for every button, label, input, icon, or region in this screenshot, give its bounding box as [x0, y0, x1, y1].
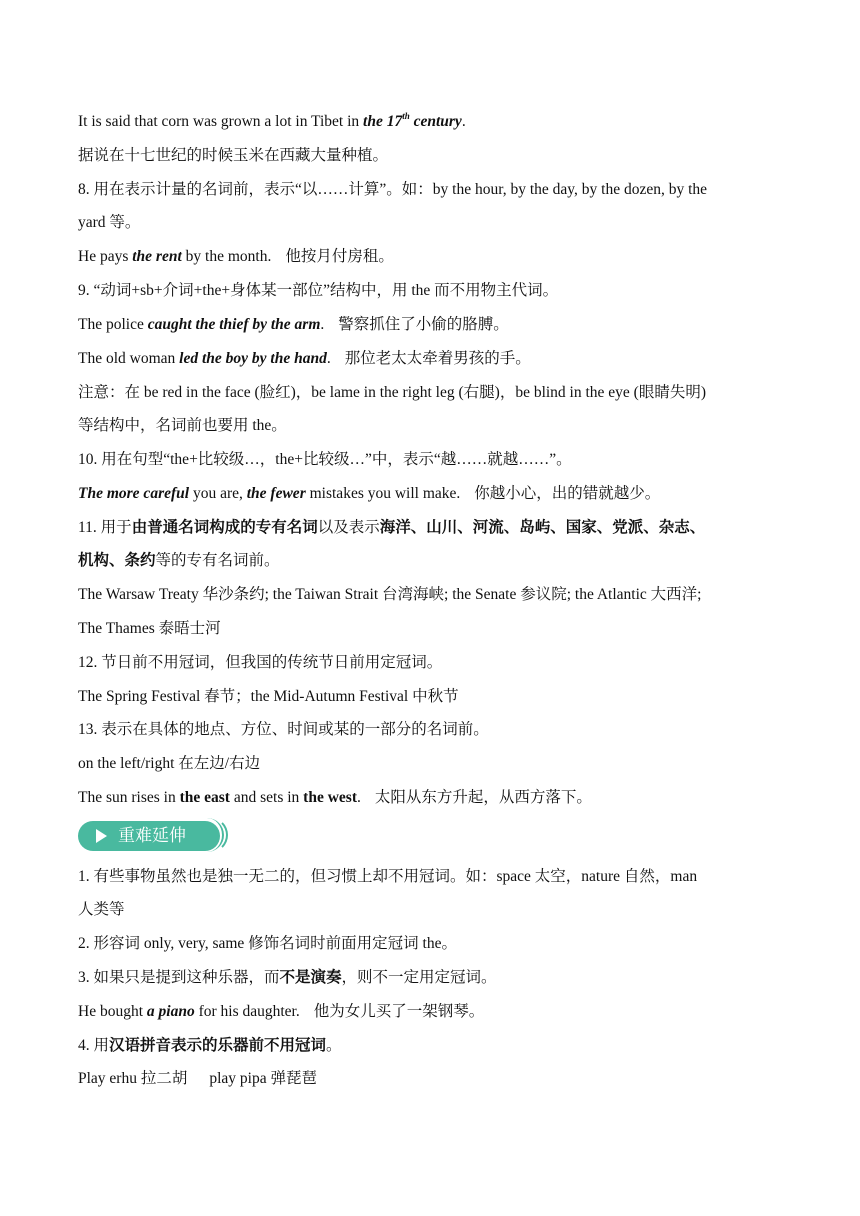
- phrase-text: play pipa 弹琵琶: [209, 1070, 317, 1087]
- emphasis-text: caught the thief by the arm: [147, 316, 321, 333]
- sentence-text: The old woman: [78, 350, 180, 367]
- sentence-text: He bought: [78, 1003, 147, 1020]
- example-phrase: on the left/right 在左边/右边: [78, 755, 261, 772]
- rule-item-8: 8. 用在表示计量的名词前，表示“以……计算”。如：by the hour, by the day, by the dozen, by the: [78, 181, 708, 198]
- emphasis-text: the 17: [363, 113, 403, 130]
- rule-item-11: [78, 517, 790, 539]
- sentence-text: mistakes you will make.: [305, 485, 461, 502]
- rule-text: 4. 用: [78, 1037, 110, 1054]
- bold-text: 由普通名词构成的专有名词: [131, 519, 318, 536]
- bold-text: 汉语拼音表示的乐器前不用冠词: [109, 1037, 327, 1054]
- translation: 他按月付房租。: [285, 248, 394, 265]
- example-sentence: [78, 483, 790, 505]
- section-banner: [78, 817, 230, 855]
- emphasis-text: led the boy by the hand: [179, 350, 327, 367]
- rule-text: 11. 用于: [78, 519, 132, 536]
- banner-title: 重难延伸: [118, 826, 186, 846]
- sentence-text: .: [356, 789, 361, 806]
- rule-text: 3. 如果只是提到这种乐器，而: [78, 969, 280, 986]
- extension-item-1-cont: 人类等: [78, 901, 125, 918]
- sentence-text: The sun rises in: [78, 789, 180, 806]
- emphasis-text: The more careful: [78, 485, 190, 502]
- extension-item-1: 1. 有些事物虽然也是独一无二的，但习惯上却不用冠词。如：space 太空，nature 自然，man: [78, 868, 698, 885]
- rule-text: 。: [326, 1037, 342, 1054]
- note: 注意：在 be red in the face (脸红)，be lame in the right leg (右腿)，be blind in the eye (眼睛失明): [78, 384, 707, 401]
- translation: 据说在十七世纪的时候玉米在西藏大量种植。: [78, 147, 389, 164]
- translation: 他为女儿买了一架钢琴。: [313, 1003, 485, 1020]
- emphasis-text: century: [409, 113, 462, 130]
- example-list: The Warsaw Treaty 华沙条约; the Taiwan Strait 台湾海峡; the Senate 参议院; the Atlantic 大西洋;: [78, 586, 702, 603]
- extension-item-4: [78, 1035, 790, 1057]
- sentence-text: .: [320, 316, 325, 333]
- rule-item-13: 13. 表示在具体的地点、方位、时间或某的一部分的名词前。: [78, 721, 489, 738]
- sentence-text: He pays: [78, 248, 133, 265]
- translation: 太阳从东方升起，从西方落下。: [374, 789, 592, 806]
- example-sentence: [78, 246, 790, 268]
- sentence-text: and sets in: [229, 789, 304, 806]
- superscript: th: [402, 110, 410, 121]
- phrase-text: Play erhu 拉二胡: [78, 1070, 188, 1087]
- translation: 你越小心，出的错就越少。: [474, 485, 661, 502]
- rule-text: ，则不一定用定冠词。: [341, 969, 497, 986]
- note-cont: 等结构中，名词前也要用 the。: [78, 417, 287, 434]
- extension-item-3: [78, 967, 790, 989]
- sentence-text: you are,: [189, 485, 247, 502]
- bold-text: 机构、条约: [78, 552, 156, 569]
- example-sentence: [78, 314, 790, 336]
- rule-item-9: 9. “动词+sb+介词+the+身体某一部位”结构中，用 the 而不用物主代词。: [78, 282, 559, 299]
- example-sentence: [78, 787, 790, 809]
- bold-text: the east: [179, 789, 230, 806]
- extension-item-2: 2. 形容词 only, very, same 修饰名词时前面用定冠词 the。: [78, 935, 457, 952]
- translation: 警察抓住了小偷的胳膊。: [338, 316, 509, 333]
- play-triangle-icon: [96, 829, 107, 843]
- example-sentence: [78, 111, 790, 133]
- rule-item-12: 12. 节日前不用冠词，但我国的传统节日前用定冠词。: [78, 654, 443, 671]
- sentence-text: .: [326, 350, 331, 367]
- example-list-cont: The Thames 泰晤士河: [78, 620, 221, 637]
- emphasis-text: the fewer: [246, 485, 306, 502]
- example-sentence: [78, 348, 790, 370]
- bold-text: 不是演奏: [279, 969, 342, 986]
- emphasis-text: the rent: [132, 248, 182, 265]
- emphasis-text: a piano: [146, 1003, 195, 1020]
- sentence-text: by the month.: [181, 248, 272, 265]
- sentence-text: for his daughter.: [194, 1003, 300, 1020]
- rule-text: 等的专有名词前。: [155, 552, 280, 569]
- example-phrase: [78, 1068, 790, 1090]
- sentence-text: .: [461, 113, 466, 130]
- bold-text: the west: [303, 789, 357, 806]
- bold-text: 海洋、山川、河流、岛屿、国家、党派、杂志、: [379, 519, 706, 536]
- rule-text: 以及表示: [317, 519, 380, 536]
- sentence-text: The police: [78, 316, 148, 333]
- translation: 那位老太太牵着男孩的手。: [344, 350, 531, 367]
- example-sentence: [78, 1001, 790, 1023]
- rule-item-11-cont: [78, 550, 790, 572]
- rule-item-10: 10. 用在句型“the+比较级…，the+比较级…”中，表示“越……就越……”。: [78, 451, 572, 468]
- example-list: The Spring Festival 春节；the Mid-Autumn Festival 中秋节: [78, 688, 459, 705]
- rule-item-8-cont: yard 等。: [78, 214, 141, 231]
- sentence-text: It is said that corn was grown a lot in Tibet in: [78, 113, 364, 130]
